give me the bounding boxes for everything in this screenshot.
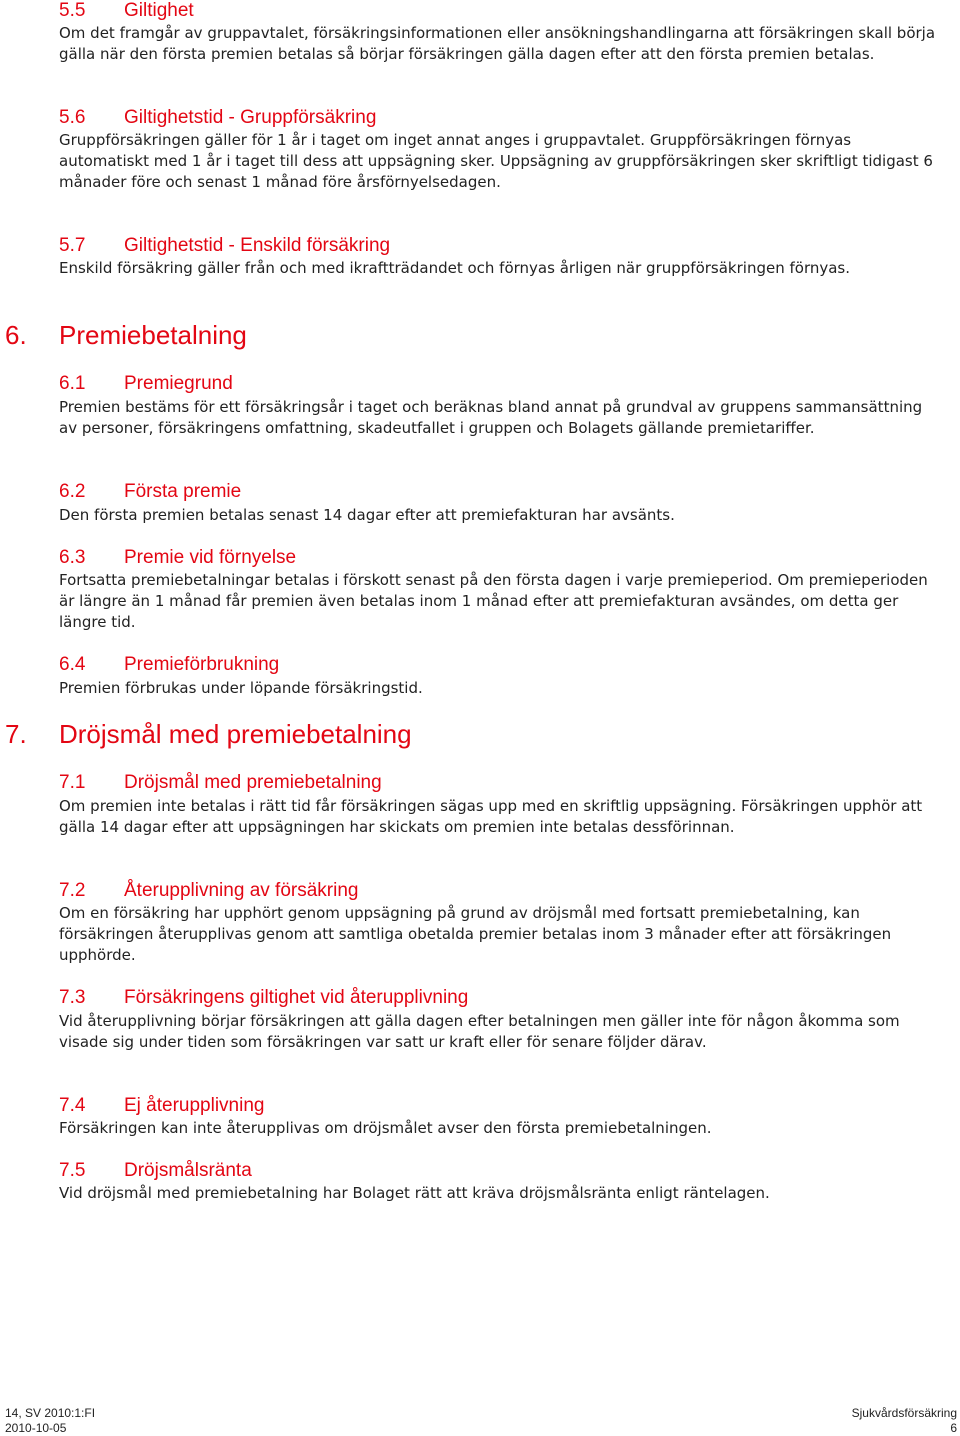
- section-title: Första premie: [124, 481, 242, 502]
- section-number: 6.4: [59, 654, 86, 675]
- footer-doc-code: 14, SV 2010:1:FI: [5, 1406, 96, 1420]
- section-number: 7.1: [59, 772, 86, 793]
- section-title: Återupplivning av försäkring: [124, 880, 359, 901]
- section-text-7-4: Försäkringen kan inte återupplivas om dröjsmålet avser den första premiebetalningen.: [59, 1119, 712, 1137]
- section-text-7-2: Om en försäkring har upphört genom uppsägning på grund av dröjsmål med fortsatt premiebetalning, kan försäkringen återupplivas genom att samtliga obetalda premier betalas inom 3 månader efter att försäkringen upphörde.: [59, 904, 892, 964]
- section-text-6-3: Fortsatta premiebetalningar betalas i förskott senast på den första dagen i varje premieperiod. Om premieperioden är längre än 1 månad får premien även betalas inom 1 månad efter att premiefakturan avsändes, om detta ger längre tid.: [59, 571, 928, 631]
- section-heading-7-3: [59, 987, 468, 1009]
- chapter-title: Dröjsmål med premiebetalning: [59, 719, 412, 749]
- footer-date: 2010-10-05: [5, 1421, 67, 1435]
- section-number: 7.4: [59, 1095, 86, 1116]
- section-number: 7.3: [59, 987, 86, 1008]
- section-title: Försäkringens giltighet vid återupplivning: [124, 987, 469, 1008]
- section-number: 7.5: [59, 1160, 86, 1181]
- chapter-heading-7: [5, 719, 412, 749]
- section-number: 6.1: [59, 373, 86, 394]
- section-text-5-5: Om det framgår av gruppavtalet, försäkringsinformationen eller ansökningshandlingarna att försäkringen skall börja gälla när den första premien betalas så börjar försäkringen gälla dagen efter att den första premien betalas.: [59, 24, 936, 63]
- section-text-5-7: Enskild försäkring gäller från och med ikraftträdandet och förnyas årligen när gruppförsäkringen förnyas.: [59, 259, 851, 277]
- section-heading-5-7: [59, 235, 390, 257]
- section-heading-6-2: [59, 481, 241, 503]
- section-title: Dröjsmål med premiebetalning: [124, 772, 382, 793]
- chapter-number: 7.: [5, 719, 27, 749]
- footer-page-number: 6: [950, 1421, 957, 1435]
- section-text-5-6: Gruppförsäkringen gäller för 1 år i taget om inget annat anges i gruppavtalet. Gruppförsäkringen förnyas automatiskt med 1 år i taget till dess att uppsägning sker. Uppsägning av gruppförsäkringen sker skriftligt tidigast 6 månader före och senast 1 månad före årsförnyelsedagen.: [59, 131, 933, 191]
- chapter-title: Premiebetalning: [59, 320, 247, 350]
- footer-product-name: Sjukvårdsförsäkring: [851, 1406, 957, 1420]
- section-heading-7-2: [59, 880, 358, 902]
- chapter-heading-6: [5, 320, 247, 350]
- section-number: 6.2: [59, 481, 86, 502]
- section-heading-6-1: [59, 373, 233, 395]
- section-heading-6-3: [59, 547, 296, 569]
- section-title: Giltighet: [124, 0, 194, 21]
- section-heading-6-4: [59, 654, 279, 676]
- section-heading-5-6: [59, 107, 376, 129]
- section-title: Giltighetstid - Gruppförsäkring: [124, 107, 377, 128]
- section-text-6-1: Premien bestäms för ett försäkringsår i taget och beräknas bland annat på grundval av gruppens sammansättning av personer, försäkringens omfattning, skadeutfallet i gruppen och Bolagets gällande premietariffer.: [59, 398, 923, 437]
- section-text-6-2: Den första premien betalas senast 14 dagar efter att premiefakturan har avsänts.: [59, 506, 675, 524]
- section-title: Premie vid förnyelse: [124, 547, 297, 568]
- section-title: Premiegrund: [124, 373, 233, 394]
- section-text-6-4: Premien förbrukas under löpande försäkringstid.: [59, 679, 423, 697]
- section-title: Premieförbrukning: [124, 654, 280, 675]
- section-number: 5.5: [59, 0, 86, 21]
- section-heading-7-1: [59, 772, 382, 794]
- section-heading-7-4: [59, 1095, 264, 1117]
- section-text-7-5: Vid dröjsmål med premiebetalning har Bolaget rätt att kräva dröjsmålsränta enligt räntelagen.: [59, 1184, 770, 1202]
- section-heading-7-5: [59, 1160, 252, 1182]
- section-text-7-3: Vid återupplivning börjar försäkringen att gälla dagen efter betalningen men gäller inte för någon åkomma som visade sig under tiden som försäkringen var satt ur kraft eller för senare följder därav.: [59, 1012, 900, 1051]
- section-text-7-1: Om premien inte betalas i rätt tid får försäkringen sägas upp med en skriftlig uppsägning. Försäkringen upphör att gälla 14 dagar efter att uppsägningen har skickats om premien inte betalas dessförinnan.: [59, 797, 923, 836]
- chapter-number: 6.: [5, 320, 27, 350]
- section-number: 6.3: [59, 547, 86, 568]
- section-number: 5.6: [59, 107, 86, 128]
- section-number: 7.2: [59, 880, 86, 901]
- section-number: 5.7: [59, 235, 86, 256]
- section-title: Ej återupplivning: [124, 1095, 265, 1116]
- section-title: Giltighetstid - Enskild försäkring: [124, 235, 391, 256]
- section-title: Dröjsmålsränta: [124, 1160, 252, 1181]
- section-heading-5-5: [59, 0, 194, 22]
